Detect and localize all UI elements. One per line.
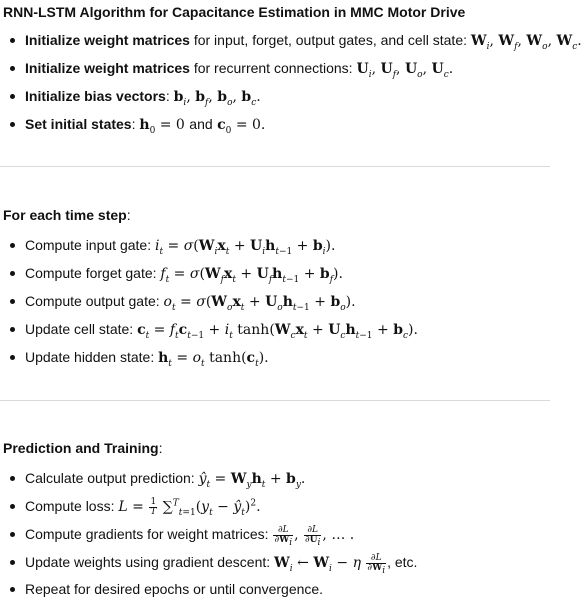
bullet-icon [10,243,15,248]
item-math: $o_t = \sigma(W_ox_t + U_oh_{t-1} + b_o)$. [163,294,356,313]
section-divider [0,166,550,167]
list-item [10,348,269,369]
item-math: L = $\frac{1}{T}$ $\sum^T_{t=1}(y_t$ − $ŷ_t)^2$. [118,496,261,518]
bullet-icon [10,476,15,481]
list-item [10,236,336,257]
item-math: $ŷ_t = W_yh_t + b_y$. [198,471,306,490]
section-divider [0,400,550,401]
bullet-icon [10,122,15,127]
item-math: $h_0 = 0$ and $c_0 = 0$. [139,116,266,136]
item-text: Compute output gate: [25,293,164,309]
list-item [10,552,418,576]
list-item [10,115,266,136]
bullet-icon [10,271,15,276]
item-text: Calculate output prediction: [25,470,199,486]
item-text: Update hidden state: [25,349,159,365]
section-heading: Prediction and Training: [3,440,163,456]
item-lead: Set initial states [25,116,132,132]
bullet-icon [10,327,15,332]
item-math: $i_t = \sigma(W_ix_t + U_ih_{t-1} + b_i)$. [154,238,336,257]
bullet-icon [10,66,15,71]
section-heading: For each time step: [3,207,131,223]
item-text: Compute input gate: [25,237,155,253]
list-item [10,524,355,548]
item-text: Repeat for desired epochs or until convergence. [25,581,324,597]
item-math: $\frac{\partial L}{\partial W_i}$ , $\frac{\partial L}{\partial U_i}$ , … . [274,524,355,548]
list-item [10,87,261,108]
item-text: : [165,88,174,104]
document-title: RNN-LSTM Algorithm for Capacitance Estimation in MMC Motor Drive [3,4,466,20]
bullet-icon [10,587,15,592]
item-math: $b_i$, $b_f$, $b_o$, $b_c$. [173,89,261,108]
item-math: $f_t = \sigma(W_fx_t + U_fh_{t-1} + b_f)$. [160,266,343,285]
list-item [10,59,454,80]
item-lead: Initialize weight matrices [25,32,190,48]
item-math: $W_i$, $W_f$, $W_o$, $W_c$. [470,33,582,52]
list-item [10,264,343,285]
item-math: $W_i$ ← $W_i - \eta$ $\frac{\partial L}{\partial W_i}$ [274,552,386,576]
list-item [10,580,323,598]
item-text: Update cell state: [25,321,138,337]
bullet-icon [10,38,15,43]
bullet-icon [10,504,15,509]
item-text: : [131,116,140,132]
item-lead: Initialize weight matrices [25,60,190,76]
list-item [10,469,306,490]
list-item [10,31,582,52]
item-math: $c_t = f_tc_{t-1} + i_t$ $\tanh(W_cx_t + U_ch_{t-1} + b_c)$. [137,322,418,341]
item-text: Compute gradients for weight matrices: [25,526,273,542]
item-math: $h_t = o_t$ $\tanh(c_t)$. [158,350,269,369]
item-lead: Initialize bias vectors [25,88,166,104]
list-item [10,320,418,341]
bullet-icon [10,355,15,360]
item-text: Compute forget gate: [25,265,161,281]
bullet-icon [10,299,15,304]
list-item [10,496,261,518]
item-tail: , etc. [387,554,418,570]
bullet-icon [10,94,15,99]
bullet-icon [10,560,15,565]
item-text: for input, forget, output gates, and cell state: [189,32,471,48]
item-text: Compute loss: [25,498,119,514]
list-item [10,292,356,313]
bullet-icon [10,532,15,537]
item-text: for recurrent connections: [189,60,357,76]
item-text: Update weights using gradient descent: [25,554,275,570]
item-math: $U_i$, $U_f$, $U_o$, $U_c$. [356,61,454,80]
